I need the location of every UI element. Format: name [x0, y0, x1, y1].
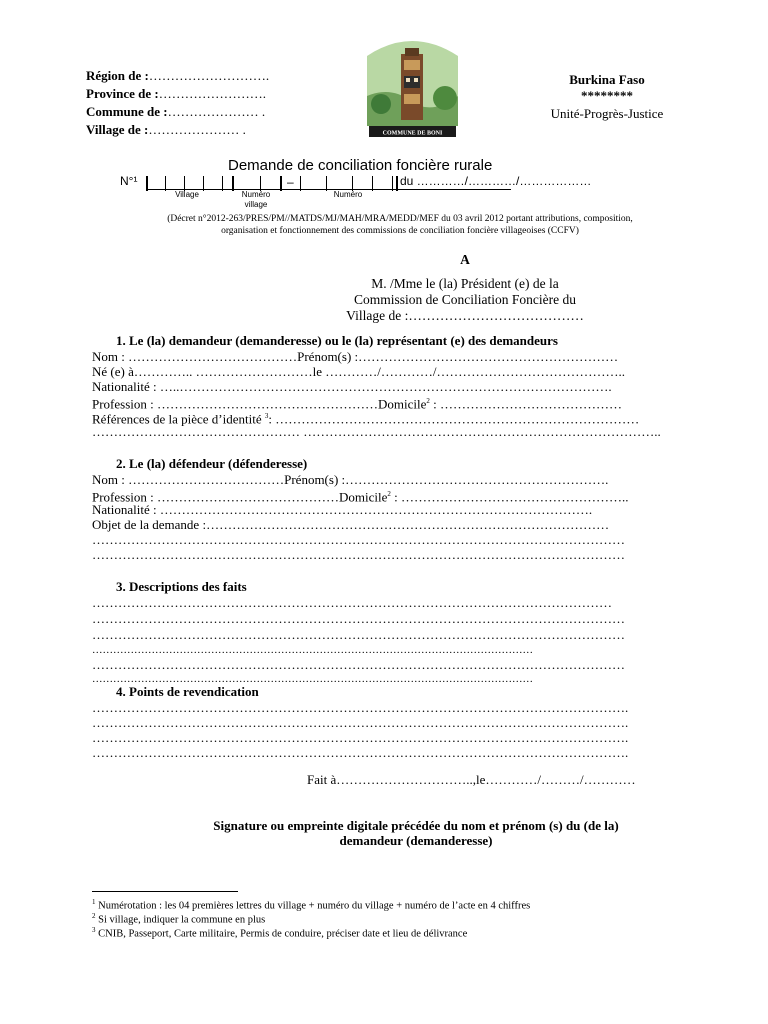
facts-line: ………………………………………………………………………………………………………… [92, 595, 612, 610]
defendant-name-line: Nom : ………………………………Prénom(s) :……………………………………………………. [92, 472, 609, 487]
country-name: Burkina Faso [569, 72, 645, 87]
applicant-profession-line: Profession : ……………………………………………Domicile$^2$ : …………………………………… [92, 396, 623, 412]
signature-instruction: Signature ou empreinte digitale précédée du nom et prénom (s) du (de la) demandeur (demanderesse) [213, 818, 619, 848]
national-motto: Unité-Progrès-Justice [550, 106, 664, 121]
number-label: N°¹ [120, 174, 138, 188]
applicant-birth-line: Né (e) à………….. ………………………le …………/…………/…………………………………….. [92, 364, 625, 379]
facts-line: ……………………………………………………………………………………………………………… [92, 674, 533, 685]
act-number-row [120, 173, 680, 191]
number-dash: – [287, 175, 294, 189]
logo-text: COMMUNE DE BONI [382, 130, 443, 137]
footnote-2: $^2$ Si village, indiquer la commune en plus [92, 912, 266, 926]
facts-line: …………………………………………………………………………………………………………… [92, 627, 625, 642]
addressee-a: A [460, 252, 470, 267]
facts-line: ……………………………………………………………………………………………………………… [92, 645, 533, 656]
claims-line: ……………………………………………………………………………………………………………. [92, 715, 629, 730]
commune-logo [361, 36, 464, 139]
applicant-nationality-line: Nationalité : …..………………………………………………………………………………………. [92, 379, 612, 394]
footnote-divider [92, 891, 238, 892]
village-line: Village de :………………… . [86, 122, 246, 137]
facts-line: …………………………………………………………………………………………………………… [92, 657, 625, 672]
commune-line: Commune de :………………… . [86, 104, 266, 119]
defendant-nationality-line: Nationalité : ………………………………………………………………………………………. [92, 502, 593, 517]
admin-fields [86, 67, 269, 139]
section1-heading: 1. Le (la) demandeur (demanderesse) ou le (la) représentant (e) des demandeurs [116, 333, 558, 348]
request-object-extra-2: …………………………………………………………………………………………………………… [92, 547, 625, 562]
decree-reference: (Décret n°2012-263/PRES/PM//MATDS/MJ/MAH/MRA/MEDD/MEF du 03 avril 2012 portant attributions, composition, organisation et fonctionnement des commissions de conciliation foncière villageoises (CCFV) [167, 214, 633, 236]
applicant-id-line: Références de la pièce d’identité $^3$: ………………………………………………………………………… [92, 411, 640, 427]
applicant-name-line: Nom : …………………………………Prénom(s) :…………………………………………………… [92, 349, 619, 364]
national-header [532, 72, 682, 122]
claims-line: ……………………………………………………………………………………………………………. [92, 730, 629, 745]
request-object-line: Objet de la demande :………………………………………………………………………………… [92, 517, 610, 532]
footnote-3: $^3$ CNIB, Passeport, Carte militaire, Permis de conduire, préciser date et lieu de délivrance [92, 926, 468, 940]
place-date-line: Fait à…………………………..,le…………/………/………… [307, 772, 636, 787]
applicant-extra-line: ………………………………………… ……………………………………………………………………….. [92, 424, 661, 439]
request-object-extra-1: …………………………………………………………………………………………………………… [92, 532, 625, 547]
label-numero: Numéro [333, 190, 363, 199]
claims-line: ……………………………………………………………………………………………………………. [92, 745, 629, 760]
province-line: Province de :……………………. [86, 86, 266, 101]
defendant-profession-line: Profession : ……………………………………Domicile$^2$ : …………………………………………….. [92, 489, 629, 505]
label-numero-village: Numéro village [241, 190, 271, 209]
stars-divider: ******** [581, 88, 633, 103]
page-title: Demande de conciliation foncière rurale [228, 157, 493, 174]
section2-heading: 2. Le (la) défendeur (défenderesse) [116, 456, 308, 471]
section3-heading: 3. Descriptions des faits [116, 579, 247, 594]
label-village: Village [175, 190, 199, 199]
number-date: du …………/…………/……………… [400, 174, 592, 188]
addressee-block: M. /Mme le (la) Président (e) de la Commission de Conciliation Foncière du Village de :………………………………… [346, 276, 584, 323]
facts-line: …………………………………………………………………………………………………………… [92, 611, 625, 626]
section4-heading: 4. Points de revendication [116, 684, 259, 699]
claims-line: ……………………………………………………………………………………………………………. [92, 700, 629, 715]
footnote-1: $^1$ Numérotation : les 04 premières lettres du village + numéro du village + numéro de l’acte en 4 chiffres [92, 898, 531, 912]
region-line: Région de :………………………. [86, 68, 270, 83]
